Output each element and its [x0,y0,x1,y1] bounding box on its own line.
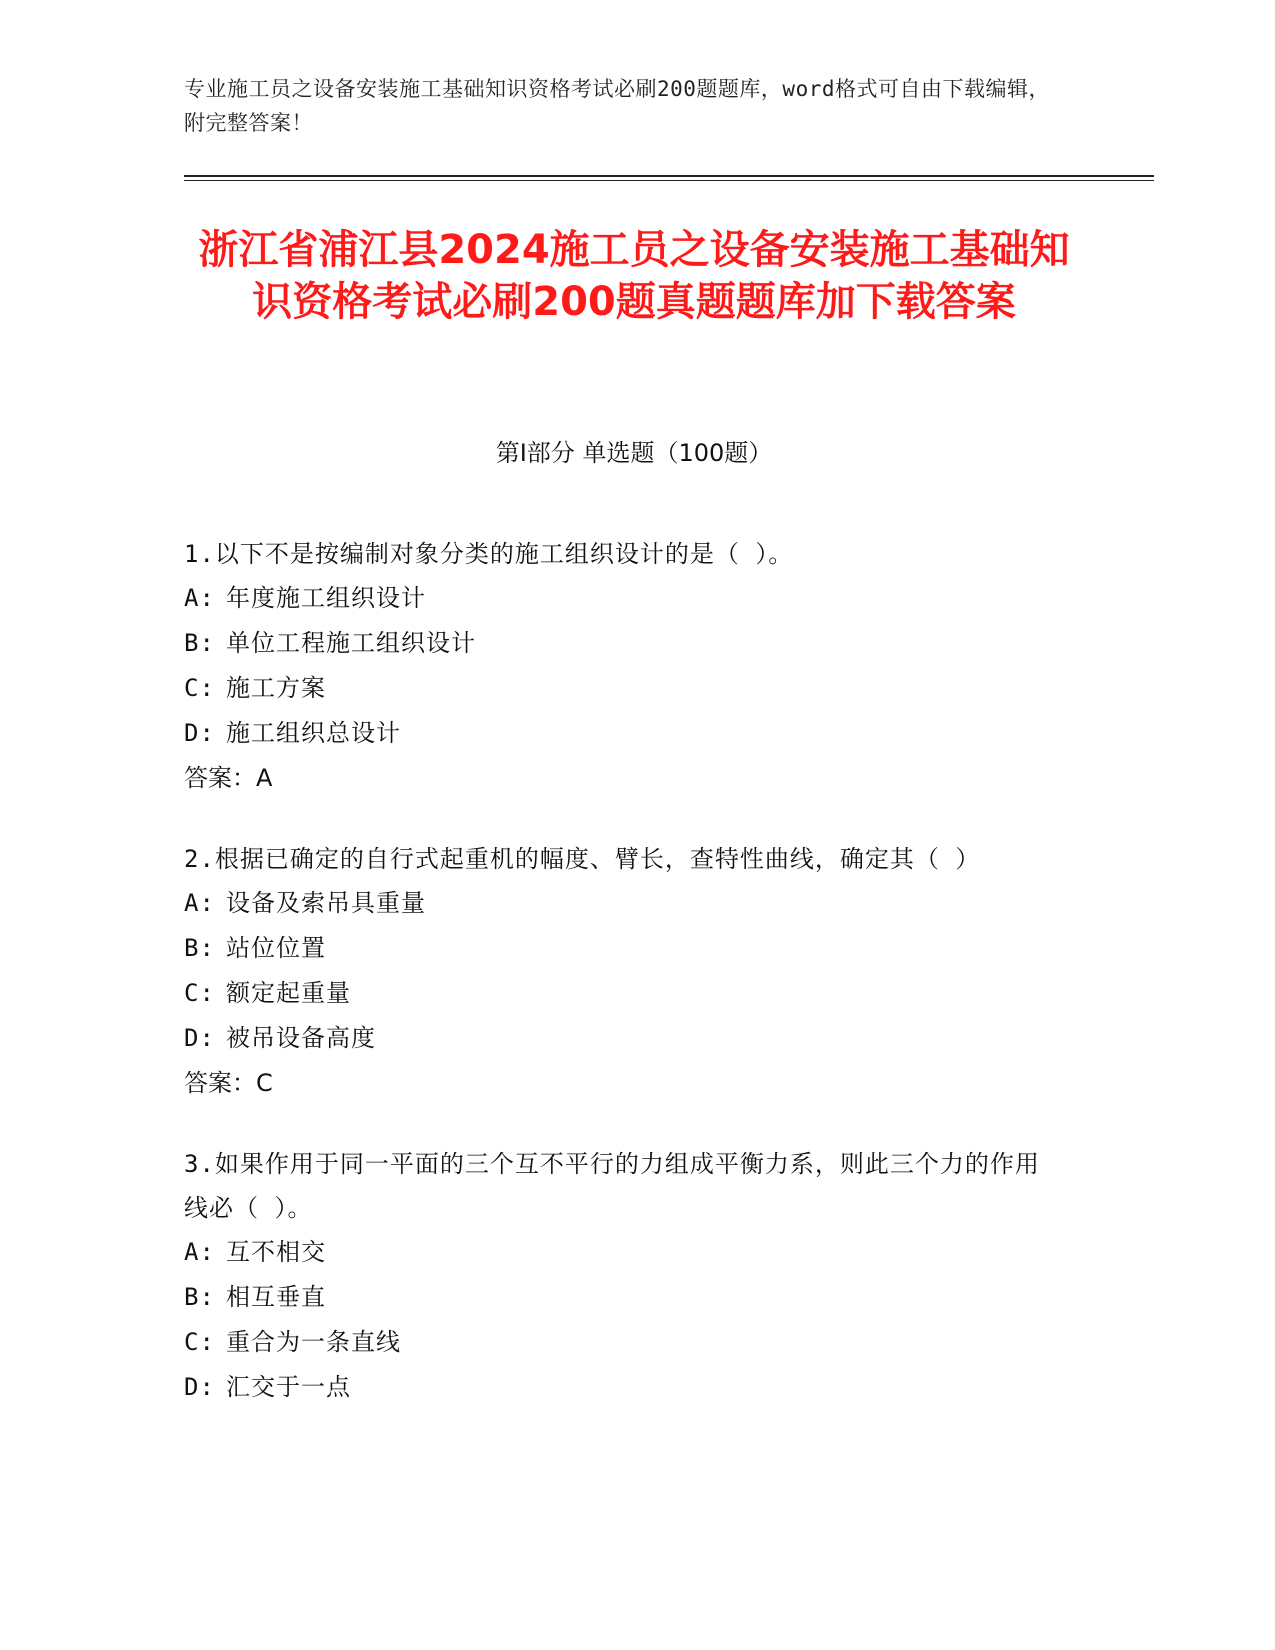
option-letter: D: [184,1373,215,1401]
option-text: 互不相交 [226,1238,326,1266]
option-text: 单位工程施工组织设计 [226,629,476,657]
option-text: 站位位置 [226,934,326,962]
option-text: 汇交于一点 [226,1373,351,1401]
option-d [184,1365,1064,1410]
option-c [184,666,1064,711]
option-letter: A: [184,889,215,917]
answer-line: 答案：A [184,764,273,792]
question-stem: 2.根据已确定的自行式起重机的幅度、臂长，查特性曲线，确定其（ ） [184,845,981,873]
option-letter: D: [184,719,215,747]
option-d [184,711,1064,756]
option-a [184,1230,1064,1275]
question-list [184,532,1064,1446]
question-stem: 1.以下不是按编制对象分类的施工组织设计的是（ ）。 [184,540,794,568]
option-letter: D: [184,1024,215,1052]
option-letter: C: [184,1328,215,1356]
question-1 [184,532,1064,801]
header-divider-thick [184,175,1154,177]
option-letter: C: [184,674,215,702]
option-text: 额定起重量 [226,979,351,1007]
option-letter: B: [184,1283,215,1311]
option-text: 被吊设备高度 [226,1024,376,1052]
option-b [184,1275,1064,1320]
option-letter: B: [184,629,215,657]
question-stem: 3.如果作用于同一平面的三个互不平行的力组成平衡力系，则此三个力的作用线必（ ）。 [184,1150,1040,1222]
document-title: 浙江省浦江县2024施工员之设备安装施工基础知识资格考试必刷200题真题题库加下载答案 [198,227,1070,325]
option-b [184,621,1064,666]
header-note: 专业施工员之设备安装施工基础知识资格考试必刷200题题库，word格式可自由下载编辑，附完整答案！ [184,77,1050,135]
option-text: 年度施工组织设计 [226,584,426,612]
option-text: 施工组织总设计 [226,719,401,747]
option-letter: B: [184,934,215,962]
option-text: 设备及索吊具重量 [226,889,426,917]
section-heading: 第Ⅰ部分 单选题（100题） [495,439,773,467]
option-text: 施工方案 [226,674,326,702]
header-divider-thin [184,180,1154,181]
question-3 [184,1142,1064,1410]
option-text: 相互垂直 [226,1283,326,1311]
option-d [184,1016,1064,1061]
option-b [184,926,1064,971]
option-c [184,1320,1064,1365]
option-a [184,576,1064,621]
answer-line: 答案：C [184,1069,273,1097]
option-a [184,881,1064,926]
option-letter: A: [184,1238,215,1266]
option-text: 重合为一条直线 [226,1328,401,1356]
option-c [184,971,1064,1016]
option-letter: A: [184,584,215,612]
question-2 [184,837,1064,1106]
option-letter: C: [184,979,215,1007]
